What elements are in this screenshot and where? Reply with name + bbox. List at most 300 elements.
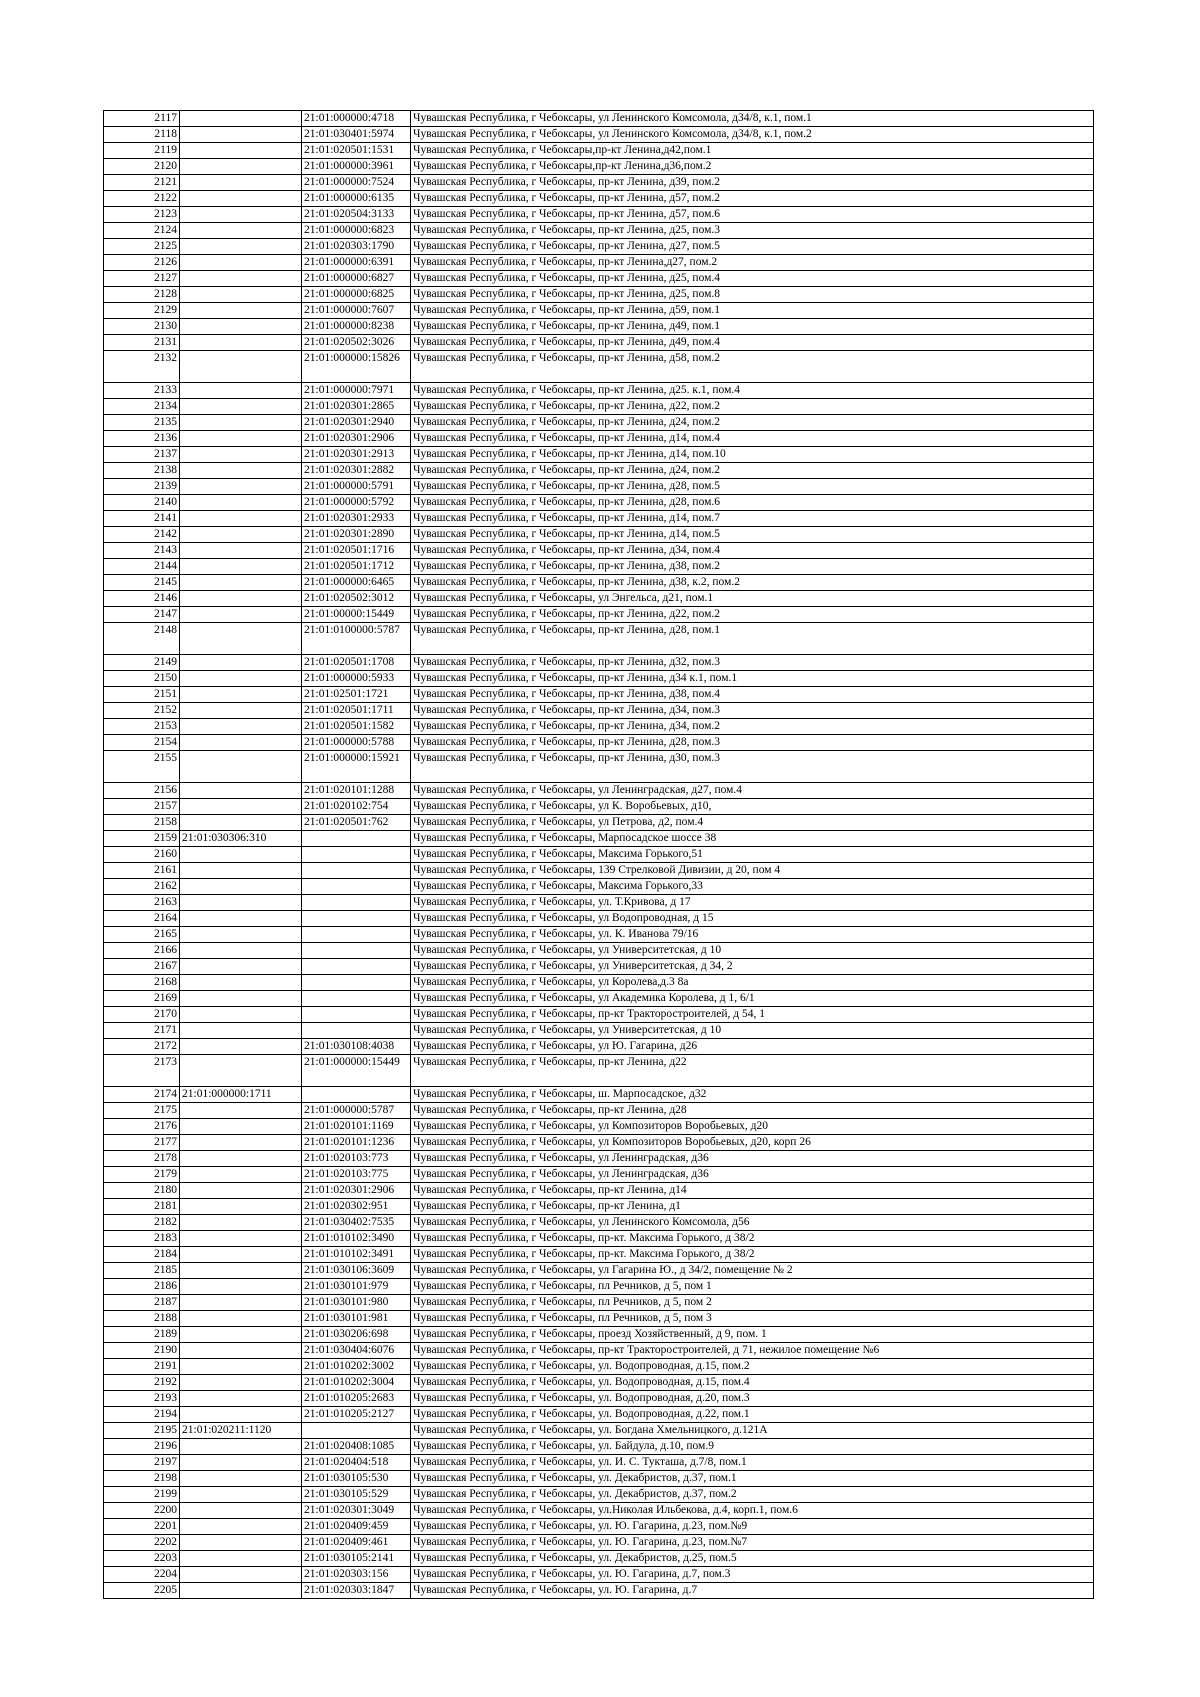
table-row (104, 1231, 1094, 1247)
table-row (104, 1103, 1094, 1119)
land-cadastral-cell (180, 447, 302, 463)
row-number-cell: 2149 (104, 655, 180, 671)
premises-cadastral-cell: 21:01:000000:8238 (302, 319, 411, 335)
table-row (104, 127, 1094, 143)
address-cell: Чувашская Республика, г Чебоксары, ул Композиторов Воробьевых, д20, корп 26 (411, 1135, 1094, 1151)
premises-cadastral-cell: 21:01:020501:762 (302, 815, 411, 831)
table-row (104, 271, 1094, 287)
premises-cadastral-cell: 21:01:000000:6827 (302, 271, 411, 287)
table-row (104, 1263, 1094, 1279)
table-row (104, 527, 1094, 543)
premises-cadastral-cell: 21:01:030206:698 (302, 1327, 411, 1343)
land-cadastral-cell (180, 1167, 302, 1183)
premises-cadastral-cell: 21:01:030108:4038 (302, 1039, 411, 1055)
land-cadastral-cell (180, 847, 302, 863)
row-number-cell: 2118 (104, 127, 180, 143)
address-cell: Чувашская Республика, г Чебоксары, пр-кт Ленина, д49, пом.1 (411, 319, 1094, 335)
premises-cadastral-cell: 21:01:030106:3609 (302, 1263, 411, 1279)
table-row (104, 1199, 1094, 1215)
land-cadastral-cell (180, 303, 302, 319)
premises-cadastral-cell: 21:01:030101:980 (302, 1295, 411, 1311)
row-number-cell: 2125 (104, 239, 180, 255)
row-number-cell: 2162 (104, 879, 180, 895)
address-cell: Чувашская Республика, г Чебоксары, ул. Водопроводная, д.15, пом.4 (411, 1375, 1094, 1391)
land-cadastral-cell (180, 703, 302, 719)
premises-cadastral-cell: 21:01:000000:3961 (302, 159, 411, 175)
row-number-cell: 2195 (104, 1423, 180, 1439)
land-cadastral-cell (180, 351, 302, 383)
address-cell: Чувашская Республика, г Чебоксары, пр-кт Ленина, д22, пом.2 (411, 607, 1094, 623)
row-number-cell: 2144 (104, 559, 180, 575)
row-number-cell: 2141 (104, 511, 180, 527)
address-cell: Чувашская Республика, г Чебоксары, пр-кт Ленина, д28, пом.6 (411, 495, 1094, 511)
address-cell: Чувашская Республика, г Чебоксары, ул. Ю. Гагарина, д.23, пом.№7 (411, 1535, 1094, 1551)
row-number-cell: 2157 (104, 799, 180, 815)
row-number-cell: 2136 (104, 431, 180, 447)
row-number-cell: 2147 (104, 607, 180, 623)
table-row (104, 863, 1094, 879)
premises-cadastral-cell: 21:01:020502:3012 (302, 591, 411, 607)
premises-cadastral-cell: 21:01:000000:5787 (302, 1103, 411, 1119)
land-cadastral-cell (180, 175, 302, 191)
table-row (104, 399, 1094, 415)
premises-cadastral-cell (302, 863, 411, 879)
row-number-cell: 2170 (104, 1007, 180, 1023)
premises-cadastral-cell: 21:01:00000:15449 (302, 607, 411, 623)
premises-cadastral-cell (302, 1423, 411, 1439)
land-cadastral-cell (180, 943, 302, 959)
row-number-cell: 2169 (104, 991, 180, 1007)
premises-cadastral-cell: 21:01:000000:7607 (302, 303, 411, 319)
row-number-cell: 2122 (104, 191, 180, 207)
premises-cadastral-cell: 21:01:030105:529 (302, 1487, 411, 1503)
land-cadastral-cell (180, 1503, 302, 1519)
land-cadastral-cell (180, 655, 302, 671)
land-cadastral-cell (180, 1119, 302, 1135)
table-row (104, 1551, 1094, 1567)
row-number-cell: 2129 (104, 303, 180, 319)
table-row (104, 1455, 1094, 1471)
land-cadastral-cell (180, 543, 302, 559)
table-row (104, 623, 1094, 655)
row-number-cell: 2131 (104, 335, 180, 351)
row-number-cell: 2192 (104, 1375, 180, 1391)
row-number-cell: 2127 (104, 271, 180, 287)
address-cell: Чувашская Республика, г Чебоксары, пр-кт Ленина, д32, пом.3 (411, 655, 1094, 671)
premises-cadastral-cell (302, 879, 411, 895)
premises-cadastral-cell (302, 895, 411, 911)
premises-cadastral-cell: 21:01:020404:518 (302, 1455, 411, 1471)
address-cell: Чувашская Республика, г Чебоксары, пр-кт Ленина, д57, пом.2 (411, 191, 1094, 207)
premises-cadastral-cell (302, 1023, 411, 1039)
premises-cadastral-cell (302, 847, 411, 863)
land-cadastral-cell (180, 1343, 302, 1359)
land-cadastral-cell (180, 1007, 302, 1023)
land-cadastral-cell (180, 479, 302, 495)
table-row (104, 1391, 1094, 1407)
premises-cadastral-cell: 21:01:020301:2882 (302, 463, 411, 479)
address-cell: Чувашская Республика, г Чебоксары, пр-кт Ленина, д49, пом.4 (411, 335, 1094, 351)
land-cadastral-cell (180, 1327, 302, 1343)
table-row (104, 1135, 1094, 1151)
table-row (104, 1247, 1094, 1263)
row-number-cell: 2166 (104, 943, 180, 959)
table-row (104, 1471, 1094, 1487)
table-row (104, 1487, 1094, 1503)
table-row (104, 1151, 1094, 1167)
address-cell: Чувашская Республика, г Чебоксары, пр-кт Ленина, д22, пом.2 (411, 399, 1094, 415)
row-number-cell: 2146 (104, 591, 180, 607)
land-cadastral-cell (180, 207, 302, 223)
row-number-cell: 2130 (104, 319, 180, 335)
table-row (104, 1535, 1094, 1551)
table-row (104, 751, 1094, 783)
land-cadastral-cell (180, 1583, 302, 1599)
premises-cadastral-cell: 21:01:030101:981 (302, 1311, 411, 1327)
address-cell: Чувашская Республика, г Чебоксары, пр-кт Ленина, д25. к.1, пом.4 (411, 383, 1094, 399)
address-cell: Чувашская Республика, г Чебоксары, пр-кт Ленина, д25, пом.8 (411, 287, 1094, 303)
address-cell: Чувашская Республика, г Чебоксары, пр-кт Ленина, д22 (411, 1055, 1094, 1087)
land-cadastral-cell (180, 879, 302, 895)
land-cadastral-cell (180, 335, 302, 351)
land-cadastral-cell (180, 559, 302, 575)
row-number-cell: 2142 (104, 527, 180, 543)
table-row (104, 911, 1094, 927)
land-cadastral-cell (180, 607, 302, 623)
address-cell: Чувашская Республика, г Чебоксары, пр-кт. Максима Горького, д 38/2 (411, 1247, 1094, 1263)
premises-cadastral-cell: 21:01:030101:979 (302, 1279, 411, 1295)
land-cadastral-cell (180, 143, 302, 159)
premises-cadastral-cell: 21:01:020103:773 (302, 1151, 411, 1167)
row-number-cell: 2133 (104, 383, 180, 399)
table-row (104, 1215, 1094, 1231)
table-row (104, 1167, 1094, 1183)
table-row (104, 1055, 1094, 1087)
premises-cadastral-cell: 21:01:020504:3133 (302, 207, 411, 223)
premises-cadastral-cell: 21:01:000000:5788 (302, 735, 411, 751)
row-number-cell: 2179 (104, 1167, 180, 1183)
address-cell: Чувашская Республика, г Чебоксары, ул. Богдана Хмельницкого, д.121А (411, 1423, 1094, 1439)
row-number-cell: 2138 (104, 463, 180, 479)
land-cadastral-cell: 21:01:030306:310 (180, 831, 302, 847)
table-row (104, 1087, 1094, 1103)
address-cell: Чувашская Республика, г Чебоксары, пр-кт Ленина, д24, пом.2 (411, 463, 1094, 479)
table-row (104, 735, 1094, 751)
land-cadastral-cell (180, 1023, 302, 1039)
premises-cadastral-cell: 21:01:030404:6076 (302, 1343, 411, 1359)
premises-cadastral-cell: 21:01:000000:6825 (302, 287, 411, 303)
address-cell: Чувашская Республика, г Чебоксары, ул Ю. Гагарина, д26 (411, 1039, 1094, 1055)
row-number-cell: 2172 (104, 1039, 180, 1055)
premises-cadastral-cell: 21:01:020301:2865 (302, 399, 411, 415)
premises-cadastral-cell (302, 1007, 411, 1023)
table-row (104, 511, 1094, 527)
row-number-cell: 2184 (104, 1247, 180, 1263)
table-row (104, 1023, 1094, 1039)
table-row (104, 1423, 1094, 1439)
premises-cadastral-cell: 21:01:020303:156 (302, 1567, 411, 1583)
land-cadastral-cell (180, 1247, 302, 1263)
address-cell: Чувашская Республика, г Чебоксары, пр-кт Ленина, д1 (411, 1199, 1094, 1215)
land-cadastral-cell (180, 927, 302, 943)
address-cell: Чувашская Республика, г Чебоксары, ул Университетская, д 10 (411, 943, 1094, 959)
row-number-cell: 2187 (104, 1295, 180, 1311)
address-cell: Чувашская Республика, г Чебоксары, ул. К. Иванова 79/16 (411, 927, 1094, 943)
land-cadastral-cell (180, 271, 302, 287)
table-row (104, 1007, 1094, 1023)
land-cadastral-cell (180, 591, 302, 607)
premises-cadastral-cell: 21:01:030401:5974 (302, 127, 411, 143)
row-number-cell: 2183 (104, 1231, 180, 1247)
land-cadastral-cell (180, 1551, 302, 1567)
address-cell: Чувашская Республика, г Чебоксары, ул. Водопроводная, д.22, пом.1 (411, 1407, 1094, 1423)
address-cell: Чувашская Республика, г Чебоксары, пр-кт Ленина, д28 (411, 1103, 1094, 1119)
table-row (104, 175, 1094, 191)
land-cadastral-cell (180, 1151, 302, 1167)
table-row (104, 591, 1094, 607)
address-cell: Чувашская Республика, г Чебоксары, пл Речников, д 5, пом 2 (411, 1295, 1094, 1311)
table-row (104, 879, 1094, 895)
premises-cadastral-cell: 21:01:010205:2127 (302, 1407, 411, 1423)
premises-cadastral-cell: 21:01:020301:2933 (302, 511, 411, 527)
row-number-cell: 2164 (104, 911, 180, 927)
table-row (104, 559, 1094, 575)
address-cell: Чувашская Республика, г Чебоксары, ул. Декабристов, д.37, пом.1 (411, 1471, 1094, 1487)
address-cell: Чувашская Республика, г Чебоксары, ул Петрова, д2, пом.4 (411, 815, 1094, 831)
land-cadastral-cell (180, 1487, 302, 1503)
address-cell: Чувашская Республика, г Чебоксары, ул Ленинского Комсомола, д34/8, к.1, пом.2 (411, 127, 1094, 143)
premises-cadastral-cell: 21:01:02501:1721 (302, 687, 411, 703)
address-cell: Чувашская Республика, г Чебоксары, пр-кт Ленина, д14, пом.4 (411, 431, 1094, 447)
premises-cadastral-cell: 21:01:020101:1288 (302, 783, 411, 799)
table-row (104, 239, 1094, 255)
address-cell: Чувашская Республика, г Чебоксары, ул. Ю. Гагарина, д.7 (411, 1583, 1094, 1599)
row-number-cell: 2140 (104, 495, 180, 511)
address-cell: Чувашская Республика, г Чебоксары, пр-кт Ленина, д38, к.2, пом.2 (411, 575, 1094, 591)
land-cadastral-cell (180, 671, 302, 687)
address-cell: Чувашская Республика, г Чебоксары, пр-кт Ленина, д30, пом.3 (411, 751, 1094, 783)
row-number-cell: 2200 (104, 1503, 180, 1519)
table-row (104, 543, 1094, 559)
address-cell: Чувашская Республика, г Чебоксары, ул. Байдула, д.10, пом.9 (411, 1439, 1094, 1455)
land-cadastral-cell (180, 1263, 302, 1279)
address-cell: Чувашская Республика, г Чебоксары, пр-кт Ленина, д28, пом.1 (411, 623, 1094, 655)
table-row (104, 191, 1094, 207)
address-cell: Чувашская Республика, г Чебоксары, пр-кт Ленина, д24, пом.2 (411, 415, 1094, 431)
row-number-cell: 2153 (104, 719, 180, 735)
land-cadastral-cell (180, 1311, 302, 1327)
row-number-cell: 2180 (104, 1183, 180, 1199)
land-cadastral-cell (180, 1471, 302, 1487)
premises-cadastral-cell: 21:01:000000:7524 (302, 175, 411, 191)
row-number-cell: 2176 (104, 1119, 180, 1135)
table-row (104, 1359, 1094, 1375)
row-number-cell: 2194 (104, 1407, 180, 1423)
premises-cadastral-cell: 21:01:020101:1236 (302, 1135, 411, 1151)
row-number-cell: 2132 (104, 351, 180, 383)
row-number-cell: 2203 (104, 1551, 180, 1567)
table-row (104, 687, 1094, 703)
row-number-cell: 2123 (104, 207, 180, 223)
premises-cadastral-cell: 21:01:010202:3002 (302, 1359, 411, 1375)
premises-cadastral-cell: 21:01:020303:1847 (302, 1583, 411, 1599)
premises-cadastral-cell: 21:01:020301:2940 (302, 415, 411, 431)
land-cadastral-cell (180, 287, 302, 303)
address-cell: Чувашская Республика, г Чебоксары, ул Ленинградская, д36 (411, 1151, 1094, 1167)
table-row (104, 1407, 1094, 1423)
land-cadastral-cell (180, 623, 302, 655)
premises-cadastral-cell (302, 1087, 411, 1103)
land-cadastral-cell (180, 1039, 302, 1055)
row-number-cell: 2167 (104, 959, 180, 975)
land-cadastral-cell (180, 255, 302, 271)
premises-cadastral-cell: 21:01:020501:1711 (302, 703, 411, 719)
premises-cadastral-cell: 21:01:000000:5933 (302, 671, 411, 687)
address-cell: Чувашская Республика, г Чебоксары, пр-кт Ленина,д27, пом.2 (411, 255, 1094, 271)
address-cell: Чувашская Республика, г Чебоксары, ул.Николая Ильбекова, д.4, корп.1, пом.6 (411, 1503, 1094, 1519)
register-table-body (104, 111, 1094, 1599)
premises-cadastral-cell: 21:01:000000:6823 (302, 223, 411, 239)
table-row (104, 719, 1094, 735)
premises-cadastral-cell: 21:01:020102:754 (302, 799, 411, 815)
row-number-cell: 2137 (104, 447, 180, 463)
row-number-cell: 2185 (104, 1263, 180, 1279)
address-cell: Чувашская Республика, г Чебоксары, ул К. Воробьевых, д10, (411, 799, 1094, 815)
row-number-cell: 2205 (104, 1583, 180, 1599)
premises-cadastral-cell: 21:01:020409:459 (302, 1519, 411, 1535)
address-cell: Чувашская Республика, г Чебоксары, ул. И. С. Тукташа, д.7/8, пом.1 (411, 1455, 1094, 1471)
land-cadastral-cell (180, 1391, 302, 1407)
land-cadastral-cell (180, 911, 302, 927)
premises-cadastral-cell: 21:01:010202:3004 (302, 1375, 411, 1391)
row-number-cell: 2120 (104, 159, 180, 175)
address-cell: Чувашская Республика, г Чебоксары, пр-кт Тракторостроителей, д 54, 1 (411, 1007, 1094, 1023)
row-number-cell: 2196 (104, 1439, 180, 1455)
premises-cadastral-cell: 21:01:000000:4718 (302, 111, 411, 127)
table-row (104, 495, 1094, 511)
land-cadastral-cell (180, 1535, 302, 1551)
premises-cadastral-cell: 21:01:010102:3491 (302, 1247, 411, 1263)
table-row (104, 1439, 1094, 1455)
table-row (104, 1295, 1094, 1311)
row-number-cell: 2148 (104, 623, 180, 655)
table-row (104, 335, 1094, 351)
row-number-cell: 2158 (104, 815, 180, 831)
land-cadastral-cell (180, 1567, 302, 1583)
row-number-cell: 2135 (104, 415, 180, 431)
row-number-cell: 2126 (104, 255, 180, 271)
land-cadastral-cell (180, 783, 302, 799)
land-cadastral-cell (180, 575, 302, 591)
row-number-cell: 2161 (104, 863, 180, 879)
land-cadastral-cell (180, 1183, 302, 1199)
row-number-cell: 2124 (104, 223, 180, 239)
address-cell: Чувашская Республика, г Чебоксары, пл Речников, д 5, пом 3 (411, 1311, 1094, 1327)
row-number-cell: 2160 (104, 847, 180, 863)
premises-cadastral-cell: 21:01:020501:1716 (302, 543, 411, 559)
row-number-cell: 2150 (104, 671, 180, 687)
land-cadastral-cell (180, 1375, 302, 1391)
land-cadastral-cell (180, 1055, 302, 1087)
row-number-cell: 2151 (104, 687, 180, 703)
table-row (104, 799, 1094, 815)
land-cadastral-cell (180, 991, 302, 1007)
address-cell: Чувашская Республика, г Чебоксары, проезд Хозяйственный, д 9, пом. 1 (411, 1327, 1094, 1343)
table-row (104, 479, 1094, 495)
table-row (104, 943, 1094, 959)
land-cadastral-cell (180, 1231, 302, 1247)
address-cell: Чувашская Республика, г Чебоксары, пр-кт Ленина, д34, пом.2 (411, 719, 1094, 735)
row-number-cell: 2128 (104, 287, 180, 303)
premises-cadastral-cell: 21:01:020301:2913 (302, 447, 411, 463)
table-row (104, 143, 1094, 159)
table-row (104, 1327, 1094, 1343)
premises-cadastral-cell (302, 991, 411, 1007)
premises-cadastral-cell: 21:01:020303:1790 (302, 239, 411, 255)
land-cadastral-cell (180, 1215, 302, 1231)
land-cadastral-cell (180, 959, 302, 975)
row-number-cell: 2202 (104, 1535, 180, 1551)
table-row (104, 783, 1094, 799)
table-row (104, 1183, 1094, 1199)
address-cell: Чувашская Республика, г Чебоксары, ул. Ю. Гагарина, д.23, пом.№9 (411, 1519, 1094, 1535)
table-row (104, 991, 1094, 1007)
land-cadastral-cell (180, 159, 302, 175)
address-cell: Чувашская Республика, г Чебоксары, Максима Горького,51 (411, 847, 1094, 863)
table-row (104, 671, 1094, 687)
land-cadastral-cell (180, 1135, 302, 1151)
premises-cadastral-cell: 21:01:020502:3026 (302, 335, 411, 351)
premises-cadastral-cell: 21:01:000000:5791 (302, 479, 411, 495)
address-cell: Чувашская Республика, г Чебоксары, ул Академика Королева, д 1, 6/1 (411, 991, 1094, 1007)
address-cell: Чувашская Республика, г Чебоксары, ул Университетская, д 10 (411, 1023, 1094, 1039)
land-cadastral-cell (180, 1103, 302, 1119)
table-row (104, 847, 1094, 863)
land-cadastral-cell (180, 751, 302, 783)
land-cadastral-cell (180, 1439, 302, 1455)
address-cell: Чувашская Республика, г Чебоксары, пр-кт Ленина, д34 к.1, пом.1 (411, 671, 1094, 687)
table-row (104, 319, 1094, 335)
premises-cadastral-cell: 21:01:000000:15921 (302, 751, 411, 783)
address-cell: Чувашская Республика, г Чебоксары, ш. Марпосадское, д32 (411, 1087, 1094, 1103)
address-cell: Чувашская Республика, г Чебоксары,пр-кт Ленина,д36,пом.2 (411, 159, 1094, 175)
address-cell: Чувашская Республика, г Чебоксары, ул. Ю. Гагарина, д.7, пом.3 (411, 1567, 1094, 1583)
land-cadastral-cell (180, 815, 302, 831)
address-cell: Чувашская Республика, г Чебоксары, ул Водопроводная, д 15 (411, 911, 1094, 927)
address-cell: Чувашская Республика, г Чебоксары, ул Энгельса, д21, пом.1 (411, 591, 1094, 607)
address-cell: Чувашская Республика, г Чебоксары, ул. Водопроводная, д.15, пом.2 (411, 1359, 1094, 1375)
table-row (104, 415, 1094, 431)
table-row (104, 463, 1094, 479)
land-cadastral-cell (180, 1519, 302, 1535)
address-cell: Чувашская Республика, г Чебоксары, пр-кт Ленина, д28, пом.3 (411, 735, 1094, 751)
address-cell: Чувашская Республика, г Чебоксары,пр-кт Ленина,д42,пом.1 (411, 143, 1094, 159)
address-cell: Чувашская Республика, г Чебоксары, Максима Горького,33 (411, 879, 1094, 895)
premises-cadastral-cell: 21:01:030402:7535 (302, 1215, 411, 1231)
row-number-cell: 2145 (104, 575, 180, 591)
table-row (104, 895, 1094, 911)
land-cadastral-cell: 21:01:020211:1120 (180, 1423, 302, 1439)
row-number-cell: 2143 (104, 543, 180, 559)
land-cadastral-cell (180, 431, 302, 447)
row-number-cell: 2201 (104, 1519, 180, 1535)
table-row (104, 111, 1094, 127)
address-cell: Чувашская Республика, г Чебоксары, ул Ленинградская, д36 (411, 1167, 1094, 1183)
address-cell: Чувашская Республика, г Чебоксары, пр-кт Ленина, д38, пом.4 (411, 687, 1094, 703)
table-row (104, 287, 1094, 303)
row-number-cell: 2198 (104, 1471, 180, 1487)
land-cadastral-cell (180, 735, 302, 751)
